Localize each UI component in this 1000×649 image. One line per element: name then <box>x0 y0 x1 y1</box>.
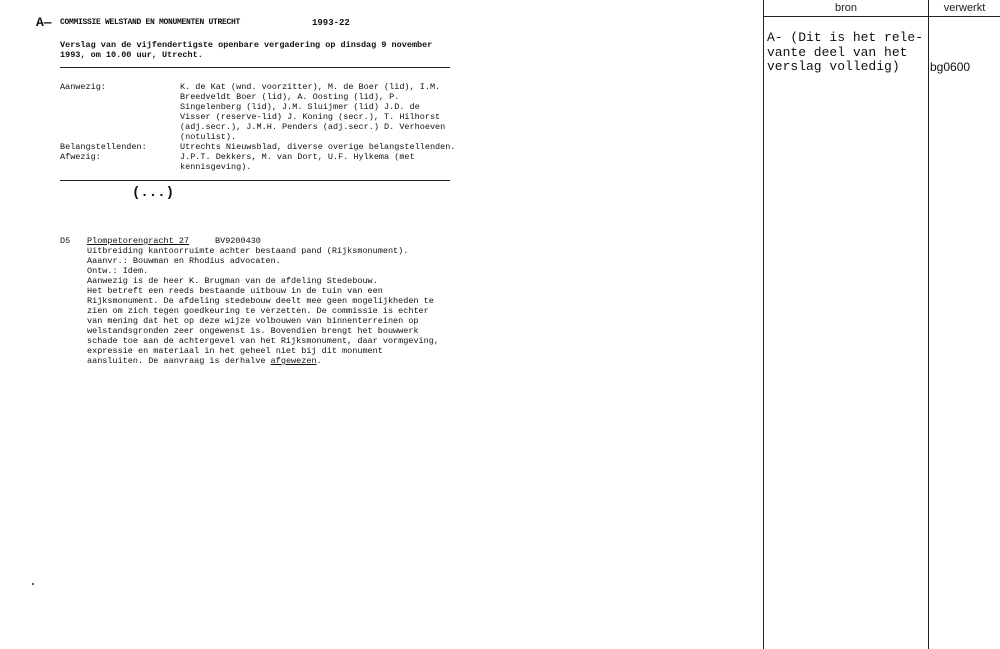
item-code: D5 <box>60 236 71 246</box>
intro-line-2: 1993, om 10.00 uur, Utrecht. <box>60 50 203 60</box>
item-reference: BV9200430 <box>215 236 261 246</box>
present-line: (notulist). <box>180 132 237 142</box>
item-line: Ontw.: Idem. <box>87 266 149 276</box>
stakeholders-label: Belangstellenden: <box>60 142 147 152</box>
column-divider-left <box>763 0 764 649</box>
present-line: Singelenberg (lid), J.M. Sluijmer (lid) J.D. de <box>180 102 420 112</box>
document-number: 1993-22 <box>312 18 350 28</box>
item-line: Aanwezig is de heer K. Brugman van de afdeling Stedebouw. <box>87 276 378 286</box>
present-line: (adj.secr.), J.M.H. Penders (adj.secr.) D. Verhoeven <box>180 122 446 132</box>
section-marker: A— <box>36 15 52 30</box>
item-last-line <box>87 356 322 366</box>
organization-title: COMMISSIE WELSTAND EN MONUMENTEN UTRECHT <box>60 18 241 27</box>
bron-note: A- (Dit is het rele- vante deel van het verslag volledig) <box>767 30 924 74</box>
present-line: K. de Kat (wnd. voorzitter), M. de Boer (lid), I.M. <box>180 82 441 92</box>
divider-bottom <box>60 180 450 181</box>
item-line: expressie en materiaal in het geheel niet bij dit monument <box>87 346 383 356</box>
verwerkt-code: bg0600 <box>930 60 971 74</box>
present-line: Breedveldt Boer (lid), A. Oosting (lid), P. <box>180 92 400 102</box>
item-line: Rijksmonument. De afdeling stedebouw deelt mee geen mogelijkheden te <box>87 296 434 306</box>
present-line: Visser (reserve-lid) J. Koning (secr.), T. Hilhorst <box>180 112 441 122</box>
divider-top <box>60 67 450 68</box>
stakeholders-text: Utrechts Nieuwsblad, diverse overige belangstellenden. <box>180 142 456 152</box>
item-line: van mening dat het op deze wijze volbouwen van binnenterreinen op <box>87 316 419 326</box>
decision-rejected: afgewezen <box>270 356 317 366</box>
item-line: Uitbreiding kantoorruimte achter bestaand pand (Rijksmonument). <box>87 246 409 256</box>
item-line: schade toe aan de achtergevel van het Rijksmonument, daar vormgeving, <box>87 336 439 346</box>
absent-label: Afwezig: <box>60 152 101 162</box>
scan-speck <box>32 583 34 585</box>
present-label: Aanwezig: <box>60 82 106 92</box>
intro-line-1: Verslag van de vijfendertigste openbare vergadering op dinsdag 9 november <box>60 40 433 50</box>
bron-header: bron <box>764 0 928 17</box>
item-line: welstandsgronden zeer ongewenst is. Bovendien brengt het bouwwerk <box>87 326 419 336</box>
column-divider-right <box>928 0 929 649</box>
item-last-suffix: . <box>316 356 322 366</box>
item-last-prefix: aansluiten. De aanvraag is derhalve <box>87 356 271 366</box>
omission-ellipsis: (...) <box>132 185 175 201</box>
item-address: Plompetorengracht 27 <box>87 236 190 246</box>
absent-line: kennisgeving). <box>180 162 252 172</box>
item-line: Het betreft een reeds bestaande uitbouw in de tuin van een <box>87 286 383 296</box>
item-line: zien om zich tegen goedkeuring te verzetten. De commissie is echter <box>87 306 429 316</box>
verwerkt-header: verwerkt <box>929 0 1000 17</box>
absent-line: J.P.T. Dekkers, M. van Dort, U.F. Hylkema (met <box>180 152 415 162</box>
item-line: Aaanvr.: Bouwman en Rhodius advocaten. <box>87 256 281 266</box>
